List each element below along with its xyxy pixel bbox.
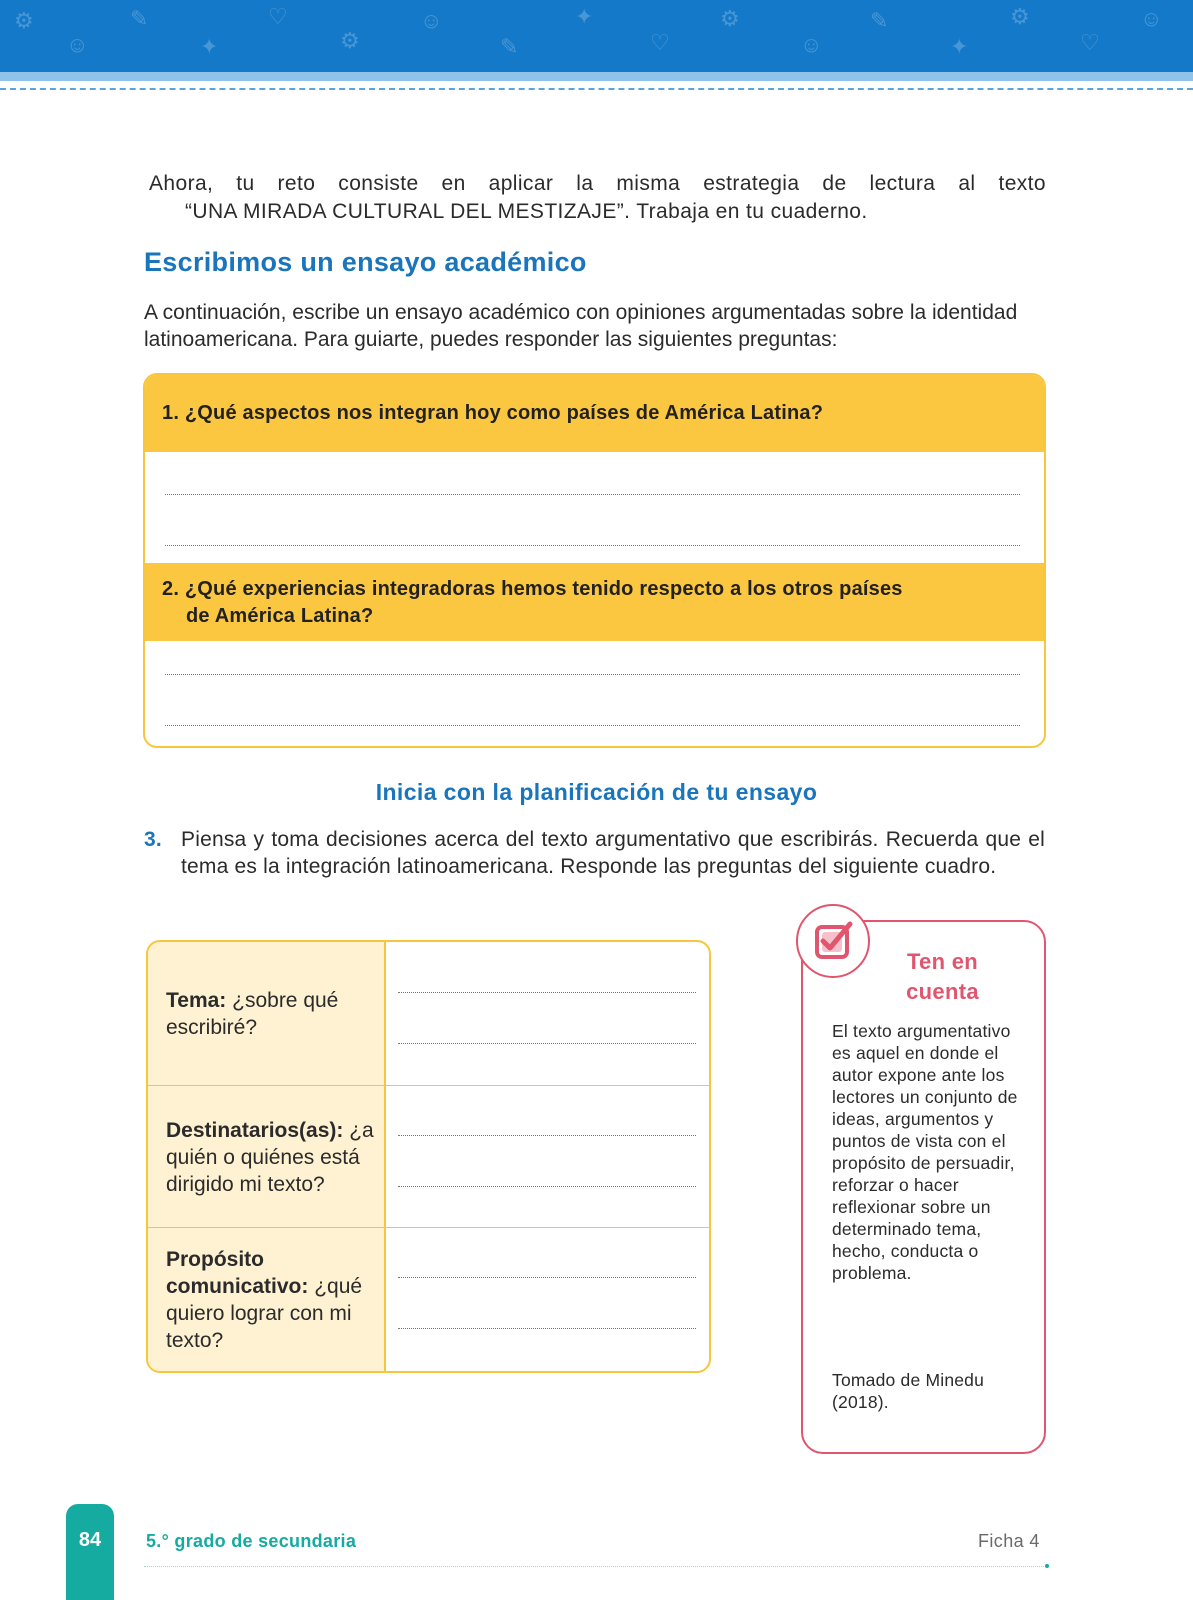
question-2-text-line2: de América Latina? — [186, 605, 374, 627]
intro-line-1: Ahora, tu reto consiste en aplicar la misma estrategia de lectura al texto — [149, 172, 1046, 195]
answer-line-tema-a[interactable] — [398, 992, 696, 993]
label-rest: ¿sobre qué escribiré? — [166, 988, 339, 1039]
intro-text — [149, 170, 1046, 226]
answer-line-2a[interactable] — [165, 674, 1020, 675]
tip-source: Tomado de Minedu (2018). — [832, 1370, 985, 1412]
gear-doodle-icon: ⚙ — [14, 8, 34, 33]
question-2-text-line1: ¿Qué experiencias integradoras hemos tenido respecto a los otros países — [184, 578, 903, 600]
page-tab — [66, 1504, 114, 1600]
intro-line-2: “UNA MIRADA CULTURAL DEL MESTIZAJE”. Trabaja en tu cuaderno. — [185, 200, 868, 223]
question-1-text: ¿Qué aspectos nos integran hoy como países de América Latina? — [184, 402, 824, 424]
heart-doodle-icon: ♡ — [268, 4, 288, 29]
question-2 — [145, 563, 1044, 641]
footer-grade: 5.° grado de secundaria — [146, 1531, 357, 1551]
gear-doodle-icon: ⚙ — [1010, 4, 1030, 29]
answer-line-tema-b[interactable] — [398, 1043, 696, 1044]
planning-title: Inicia con la planificación de tu ensayo — [375, 779, 818, 805]
answer-line-2b[interactable] — [165, 725, 1020, 726]
answer-line-1b[interactable] — [165, 545, 1020, 546]
pencil-doodle-icon: ✎ — [500, 34, 519, 59]
checkbox-icon — [798, 906, 868, 976]
banner-strip — [0, 72, 1193, 81]
heart-doodle-icon: ♡ — [1080, 30, 1100, 55]
label-bold: Tema: — [166, 988, 227, 1012]
question-1-number: 1. — [162, 402, 180, 424]
tip-title-line1: Ten en — [906, 949, 979, 974]
smile-doodle-icon: ☺ — [66, 32, 89, 57]
table-label-destinatarios — [148, 1086, 386, 1228]
answer-line-destinatarios-a[interactable] — [398, 1135, 696, 1136]
item-3 — [144, 826, 1045, 880]
tip-badge — [796, 904, 870, 978]
tip-title-line2: cuenta — [906, 979, 979, 1004]
pencil-doodle-icon: ✎ — [130, 6, 149, 31]
smile-doodle-icon: ☺ — [800, 32, 823, 57]
heart-doodle-icon: ♡ — [650, 30, 670, 55]
question-1 — [145, 375, 1044, 452]
table-row-proposito — [148, 1227, 709, 1372]
answer-line-proposito-a[interactable] — [398, 1277, 696, 1278]
table-label-proposito — [148, 1228, 386, 1372]
pencil-doodle-icon: ✎ — [870, 8, 889, 33]
label-bold: Destinatarios(as): — [166, 1118, 344, 1142]
label-rest: ¿qué quiero lograr con mi texto? — [166, 1275, 363, 1352]
label-bold: Propósito comunicativo: — [166, 1248, 309, 1298]
footer-ficha: Ficha 4 — [978, 1531, 1040, 1551]
footer-divider — [144, 1566, 1044, 1567]
questions-box — [143, 373, 1046, 748]
tip-body: El texto argumentativo es aquel en donde el autor expone ante los lectores un conjunto de ideas, argumentos y puntos de vista con el propósito de persuadir, reforzar o hacer reflexionar sobre un determinado tema, hecho, conducta o problema. — [832, 1021, 1018, 1283]
answer-line-1a[interactable] — [165, 494, 1020, 495]
top-banner — [0, 0, 1193, 72]
star-doodle-icon: ✦ — [575, 4, 594, 29]
item-3-text: Piensa y toma decisiones acerca del texto argumentativo que escribirás. Recuerda que el tema es la integración latinoamericana. Responde las preguntas del siguiente cuadro. — [181, 828, 1045, 878]
answer-line-destinatarios-b[interactable] — [398, 1186, 696, 1187]
gear-doodle-icon: ⚙ — [720, 6, 740, 31]
table-row-destinatarios — [148, 1085, 709, 1228]
table-label-tema — [148, 942, 386, 1085]
tip-title — [880, 947, 1005, 1007]
question-2-number: 2. — [162, 578, 180, 600]
gear-doodle-icon: ⚙ — [340, 28, 360, 53]
page-number: 84 — [78, 1529, 102, 1551]
smile-doodle-icon: ☺ — [420, 8, 443, 33]
footer-dot — [1045, 1564, 1049, 1568]
section-paragraph: A continuación, escribe un ensayo académico con opiniones argumentadas sobre la identidad latinoamericana. Para guiarte, puedes responder las siguientes preguntas: — [144, 301, 1018, 351]
star-doodle-icon: ✦ — [950, 34, 969, 59]
item-3-number: 3. — [144, 828, 162, 851]
star-doodle-icon: ✦ — [200, 34, 219, 59]
planning-table — [146, 940, 711, 1373]
answer-line-proposito-b[interactable] — [398, 1328, 696, 1329]
label-rest: ¿a quién o quiénes está dirigido mi texto? — [166, 1118, 374, 1196]
smile-doodle-icon: ☺ — [1140, 6, 1163, 31]
section-title: Escribimos un ensayo académico — [144, 247, 587, 277]
banner-divider — [0, 88, 1193, 90]
table-row-tema — [148, 942, 709, 1085]
